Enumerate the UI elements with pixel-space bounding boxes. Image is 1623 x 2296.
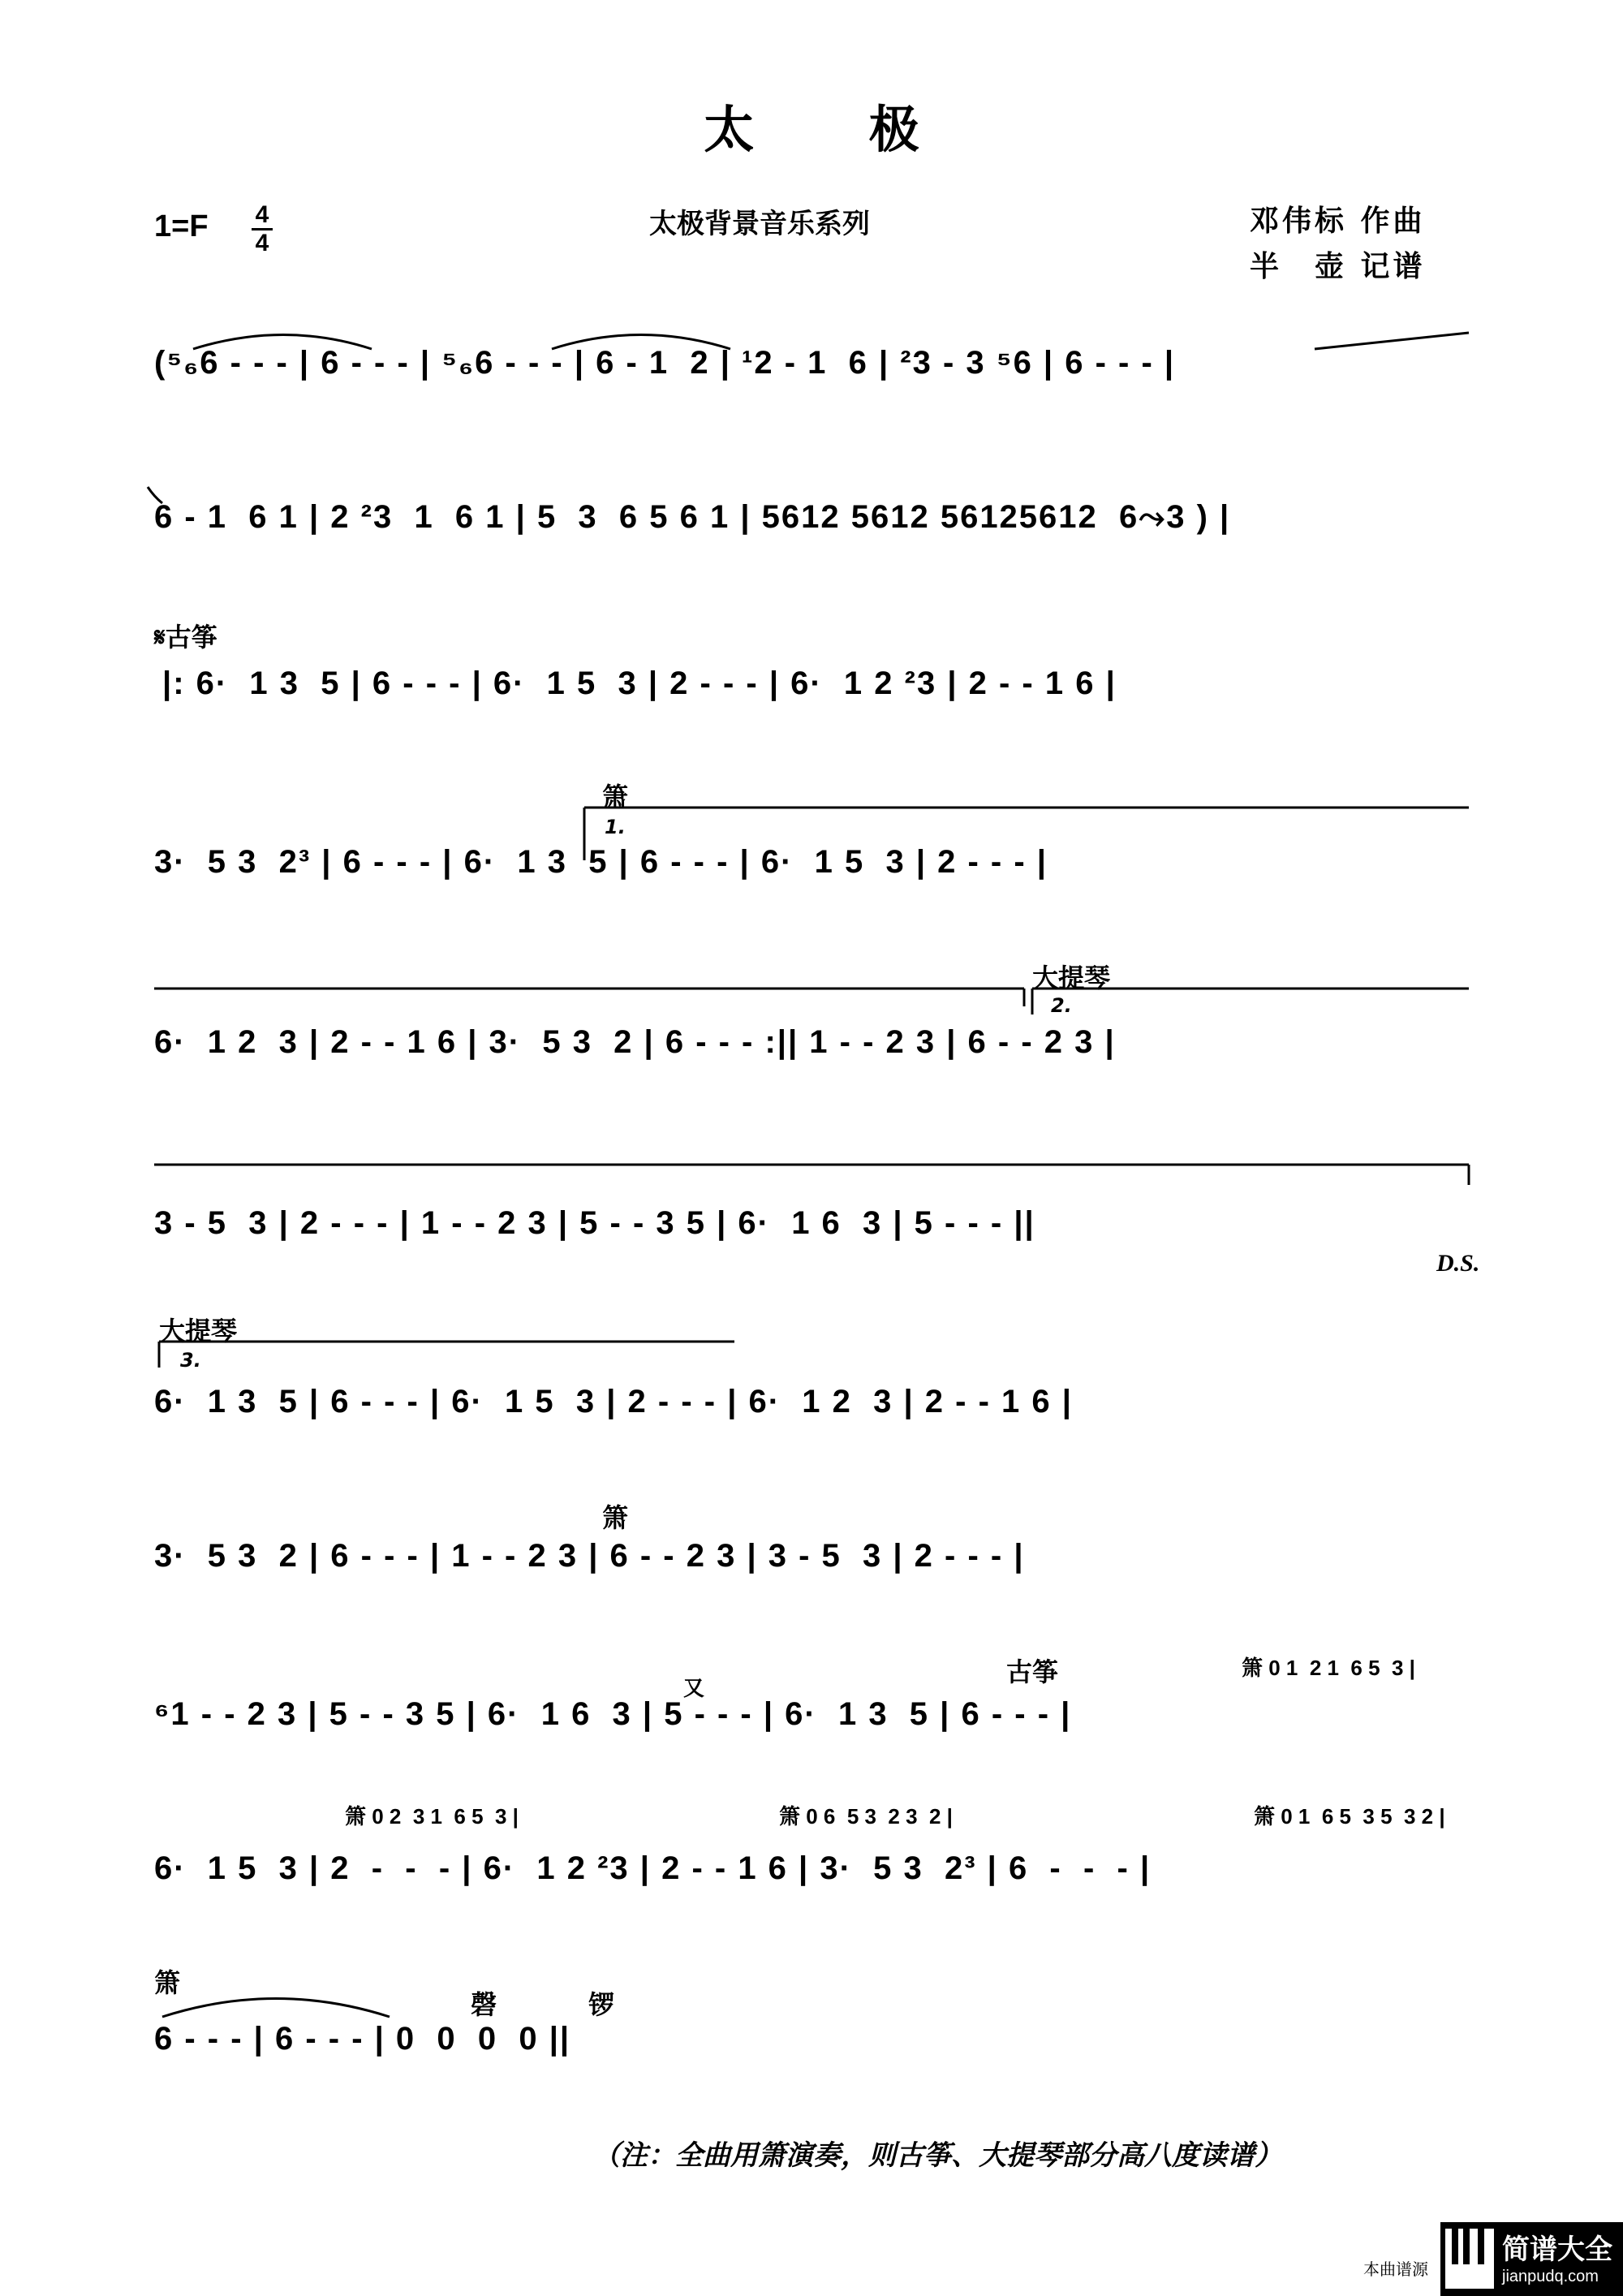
guzheng-label-2: 古筝 [1006, 1656, 1059, 1687]
xiao-label-1: 箫 [602, 782, 629, 812]
volta-3-label: 3. [180, 1349, 201, 1372]
slur-3 [1315, 333, 1469, 349]
volta-2-label: 2. [1051, 994, 1072, 1017]
time-signature-top: 4 [255, 201, 269, 228]
score-row: 6· 1 3 5 | 6 - - - | 6· 1 5 3 | 2 - - - | 6· 1 2 3 | 2 - - 1 6 | [154, 1384, 1073, 1419]
page-title: 太 极 [704, 100, 968, 159]
xiao-counter-melody: 箫 0 6 5 3 2 3 2 | [779, 1804, 953, 1829]
segno-guzheng-label: 𝄋古筝 [154, 622, 217, 653]
score-row: 6 - - - | 6 - - - | 0 0 0 0 || [154, 2021, 571, 2057]
daitiqin-label-2: 大提琴 [159, 1316, 238, 1346]
logo-name: 简谱大全 [1502, 2234, 1612, 2266]
volta-1-label: 1. [605, 816, 626, 838]
score-row: (⁵₆6 - - - | 6 - - - | ⁵₆6 - - - | 6 - 1 2 | ¹2 - 1 6 | ²3 - 3 ⁵6 | 6 - - - | [154, 345, 1176, 381]
logo-url: jianpudq.com [1502, 2268, 1599, 2285]
score-row: 6· 1 2 3 | 2 - - 1 6 | 3· 5 3 2 | 6 - - - :|| 1 - - 2 3 | 6 - - 2 3 | [154, 1024, 1116, 1060]
site-logo[interactable] [1440, 2222, 1623, 2296]
score-row: 6 - 1 6 1 | 2 ²3 1 6 1 | 5 3 6 5 6 1 | 5612 5612 56125612 6⤳3 ) | [154, 499, 1231, 535]
piano-keys-icon [1445, 2229, 1494, 2289]
xiao-counter-melody: 箫 0 1 6 5 3 5 3 2 | [1254, 1804, 1445, 1829]
xiao-counter-melody: 箫 0 1 2 1 6 5 3 | [1242, 1656, 1415, 1680]
score-row: 3· 5 3 2 | 6 - - - | 1 - - 2 3 | 6 - - 2 3 | 3 - 5 3 | 2 - - - | [154, 1538, 1025, 1574]
score-row: |: 6· 1 3 5 | 6 - - - | 6· 1 5 3 | 2 - - - | 6· 1 2 ²3 | 2 - - 1 6 | [162, 666, 1117, 701]
luo-label: 锣 [588, 1989, 615, 2020]
you-mark: 又 [683, 1677, 705, 1701]
score-row: 6· 1 5 3 | 2 - - - | 6· 1 2 ²3 | 2 - - 1 6 | 3· 5 3 2³ | 6 - - - | [154, 1850, 1152, 1886]
slur-final [162, 1999, 390, 2018]
score-row: 3· 5 3 2³ | 6 - - - | 6· 1 3 5 | 6 - - - | 6· 1 5 3 | 2 - - - | [154, 844, 1048, 880]
time-signature-bottom: 4 [255, 230, 269, 256]
xiao-label-2: 箫 [602, 1502, 629, 1533]
footer-source-text: 本曲谱源 [1363, 2259, 1428, 2279]
composer-credit: 邓伟标 作曲 [1250, 205, 1426, 238]
transcriber-credit: 半 壶 记谱 [1250, 250, 1426, 283]
score-row: 3 - 5 3 | 2 - - - | 1 - - 2 3 | 5 - - 3 5 | 6· 1 6 3 | 5 - - - || [154, 1205, 1035, 1241]
key-signature: 1=F [154, 209, 209, 243]
daitiqin-label-1: 大提琴 [1032, 963, 1111, 993]
score-row: ⁶1 - - 2 3 | 5 - - 3 5 | 6· 1 6 3 | 5 - - - | 6· 1 3 5 | 6 - - - | [154, 1696, 1072, 1732]
series-subtitle: 太极背景音乐系列 [649, 208, 870, 240]
ds-marking: D.S. [1436, 1250, 1480, 1277]
xiao-counter-melody: 箫 0 2 3 1 6 5 3 | [345, 1804, 519, 1829]
xiao-label-3: 箫 [154, 1967, 181, 1998]
qing-label: 磬 [471, 1989, 497, 2020]
performance-note: （注：全曲用箫演奏，则古筝、大提琴部分高八度读谱） [592, 2139, 1282, 2172]
